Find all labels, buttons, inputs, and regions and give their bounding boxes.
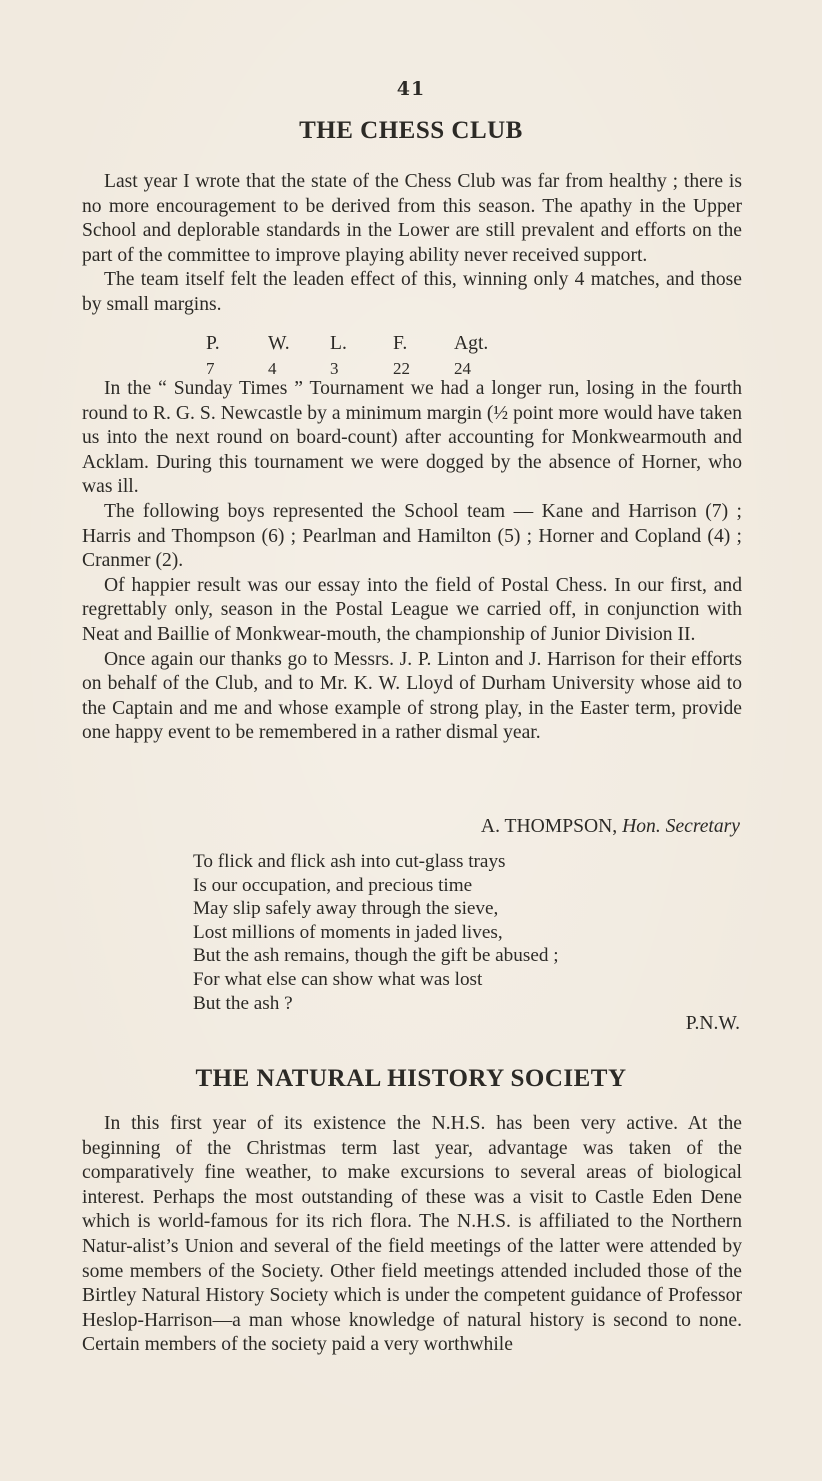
page-number: 41: [396, 78, 426, 100]
results-header-row: [206, 332, 514, 357]
results-header-against: Agt.: [454, 333, 489, 354]
results-header-for: F.: [393, 333, 408, 354]
chess-signature: [481, 815, 740, 839]
poem-author: P.N.W.: [685, 1013, 740, 1034]
poem-line: For what else can show what was lost: [193, 968, 483, 990]
chess-results-table: [206, 332, 514, 381]
chess-club-intro: [82, 170, 742, 318]
poem-line: But the ash ?: [193, 992, 293, 1014]
poem-line: Is our occupation, and precious time: [193, 874, 473, 896]
poem-line: May slip safely away through the sieve,: [193, 898, 499, 920]
signature-title: Hon. Secretary: [622, 816, 740, 837]
results-value-played: 7: [206, 358, 215, 378]
natural-history-paragraph: In this first year of its existence the N.H.S. has been very active. At the beginning of the Christmas term last year, advantage was taken of the comparatively fine weather, to make excursions to several areas of biological interest. Perhaps the most outstanding of these was a visit to Castle Eden Dene which is world-famous for its rich flora. The N.H.S. is affiliated to the Northern Natur-alist’s Union and several of the field meetings of the latter were attended by some members of the Society. Other field meetings attended included those of the Birtley Natural History Society which is under the competent guidance of Professor Heslop-Harrison—a man whose knowledge of natural history is second to none. Certain members of the society paid a very worthwhile: [82, 1113, 742, 1356]
chess-paragraph-5: Of happier result was our essay into the field of Postal Chess. In our first, and regrettably only, season in the Postal League we carried off, in conjunction with Neat and Baillie of Monkwear-mouth, the championship of Junior Division II.: [82, 574, 742, 645]
poem: [193, 850, 559, 1015]
natural-history-heading: THE NATURAL HISTORY SOCIETY: [195, 1065, 627, 1092]
results-value-lost: 3: [330, 358, 339, 378]
signature-name: A. THOMPSON,: [480, 816, 618, 837]
results-header-lost: L.: [330, 333, 347, 354]
results-value-for: 22: [393, 358, 410, 378]
chess-club-report: [82, 377, 742, 746]
results-value-won: 4: [268, 358, 277, 378]
results-value-against: 24: [454, 358, 471, 378]
chess-club-heading: THE CHESS CLUB: [299, 117, 523, 144]
chess-paragraph-2: The team itself felt the leaden effect of this, winning only 4 matches, and those by small margins.: [82, 269, 742, 315]
chess-paragraph-3: In the “ Sunday Times ” Tournament we had a longer run, losing in the fourth round to R. G. S. Newcastle by a minimum margin (½ point more would have taken us into the next round on board-count) after accounting for Monkwearmouth and Acklam. During this tournament we were dogged by the absence of Horner, who was ill.: [82, 378, 742, 498]
natural-history-report: [82, 1112, 742, 1358]
poem-line: To flick and flick ash into cut-glass trays: [193, 851, 506, 872]
chess-paragraph-4: The following boys represented the School team — Kane and Harrison (7) ; Harris and Thompson (6) ; Pearlman and Hamilton (5) ; Horner and Copland (4) ; Cranmer (2).: [82, 500, 742, 572]
results-header-won: W.: [268, 333, 290, 354]
chess-paragraph-6: Once again our thanks go to Messrs. J. P. Linton and J. Harrison for their efforts on behalf of the Club, and to Mr. K. W. Lloyd of Durham University whose aid to the Captain and me and whose example of strong play, in the Easter term, provide one happy event to be remembered in a rather dismal year.: [82, 648, 742, 744]
poem-line: But the ash remains, though the gift be abused ;: [193, 945, 559, 967]
results-header-played: P.: [206, 333, 220, 354]
poem-line: Lost millions of moments in jaded lives,: [193, 921, 503, 943]
chess-paragraph-1: Last year I wrote that the state of the Chess Club was far from healthy ; there is no more encouragement to be derived from this season. The apathy in the Upper School and deplorable standards in the Lower are still prevalent and efforts on the part of the committee to improve playing ability never received support.: [82, 171, 742, 266]
